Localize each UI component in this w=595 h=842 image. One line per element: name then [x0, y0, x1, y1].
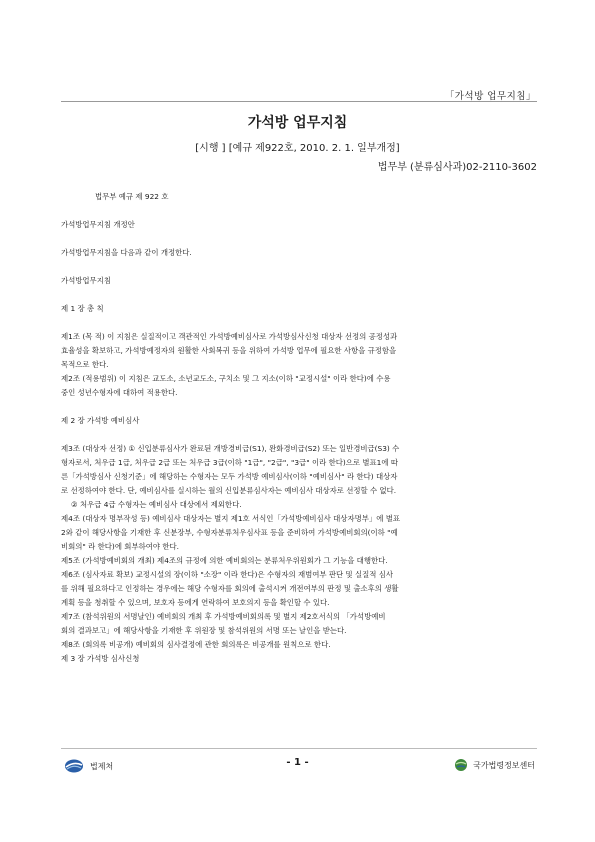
- article-1-line-1: 제1조 (목 적) 이 지침은 실질적이고 객관적인 가석방예비심사로 가석방심사신청 대상자 선정의 공정성과: [61, 332, 398, 341]
- footer-left-label: 법제처: [90, 761, 114, 771]
- article-1-line-2: 효율성을 확보하고, 가석방예정자의 원활한 사회복귀 등을 위하여 가석방 업무에 필요한 사항을 규정함을: [61, 346, 397, 355]
- chapter-heading-2: 제 2 장 가석방 예비심사: [61, 416, 140, 425]
- article-3-line-5: ② 처우급 4급 수형자는 예비심사 대상에서 제외한다.: [71, 500, 242, 509]
- footer-right-label: 국가법령정보센터: [473, 760, 535, 770]
- article-3-line-3: 른「가석방심사 신청기준」에 해당하는 수형자는 모두 가석방 예비심사(이하 "예비심사" 라 한다) 대상자: [61, 472, 398, 481]
- footer-right: [454, 758, 535, 772]
- chapter-heading-1: 제 1 장 총 칙: [61, 304, 104, 313]
- article-4-line-1: 제4조 (대상자 명부작성 등) 예비심사 대상자는 별지 제1호 서식인「가석방예비심사 대상자명부」에 별표: [61, 514, 401, 523]
- article-8: 제8조 (회의록 비공개) 예비회의 심사결정에 관한 회의록은 비공개를 원칙으로 한다.: [61, 640, 331, 649]
- article-7-line-2: 회의 결과보고」에 해당사항을 기재한 후 위원장 및 참석위원의 서명 또는 날인을 받는다.: [61, 626, 347, 635]
- article-3-line-2: 형자로서, 처우급 1급, 처우급 2급 또는 처우급 3급(이하 "1급", "2급", "3급" 이라 한다)으로 별표1에 따: [61, 458, 398, 467]
- article-3-line-4: 로 선정하여야 한다. 단, 예비심사를 실시하는 월의 신입분류심사자는 예비심사 대상자로 선정할 수 없다.: [61, 486, 397, 495]
- globe-logo-icon: [454, 758, 468, 772]
- article-3-line-1: 제3조 (대상자 선정) ① 신입분류심사가 완료된 개방경비급(S1), 완화경비급(S2) 또는 일반경비급(S3) 수: [61, 444, 400, 453]
- article-1-line-3: 목적으로 한다.: [61, 360, 109, 369]
- article-4-line-2: 2와 같이 해당사항을 기재한 후 신분장부, 수형자분류처우심사표 등을 준비하여 가석방예비회의(이하 "예: [61, 528, 398, 537]
- page-number: - 1 -: [286, 757, 309, 768]
- amendment-text: 가석방업무지침을 다음과 같이 개정한다.: [61, 248, 192, 257]
- ordinance-number: 법무부 예규 제 922 호: [95, 192, 169, 201]
- document-title: 가석방 업무지침: [247, 115, 348, 131]
- document-name: 가석방업무지침: [61, 276, 111, 285]
- article-6-line-1: 제6조 (심사자료 확보) 교정시설의 장(이하 "소장" 이라 한다)은 수형자의 재범여부 판단 및 실질적 심사: [61, 570, 394, 579]
- revision-info: [시행 ] [예규 제922호, 2010. 2. 1. 일부개정]: [195, 143, 400, 154]
- ministry-contact: 법무부 (분류심사과)02-2110-3602: [377, 162, 537, 173]
- article-2-line-2: 중인 성년수형자에 대하여 적용한다.: [61, 388, 178, 397]
- article-5: 제5조 (가석방예비회의 개최) 제4조의 규정에 의한 예비회의는 분류처우위원회가 그 기능을 대행한다.: [61, 556, 388, 565]
- article-7-line-1: 제7조 (참석위원의 서명날인) 예비회의 개최 후 가석방예비회의록 및 별지 제2호서식의 「가석방예비: [61, 612, 386, 621]
- article-6-line-3: 계획 등을 청취할 수 있으며, 보호자 등에게 연락하여 보호의지 등을 확인할 수 있다.: [61, 598, 330, 607]
- header-tag: 「가석방 업무지침」: [444, 91, 536, 102]
- article-6-line-2: 를 위해 필요하다고 인정하는 경우에는 해당 수형자를 회의에 출석시켜 개전여부의 판정 및 출소후의 생활: [61, 584, 399, 593]
- chapter-heading-3: 제 3 장 가석방 심사신청: [61, 654, 140, 663]
- amendment-title: 가석방업무지침 개정안: [61, 220, 135, 229]
- footer-divider: [61, 748, 537, 749]
- document-body: [61, 190, 539, 666]
- article-2-line-1: 제2조 (적용범위) 이 지침은 교도소, 소년교도소, 구치소 및 그 지소(이하 "교정시설" 이라 한다)에 수용: [61, 374, 391, 383]
- article-4-line-3: 비회의" 라 한다)에 회부하여야 한다.: [61, 542, 179, 551]
- header-divider: [61, 101, 537, 102]
